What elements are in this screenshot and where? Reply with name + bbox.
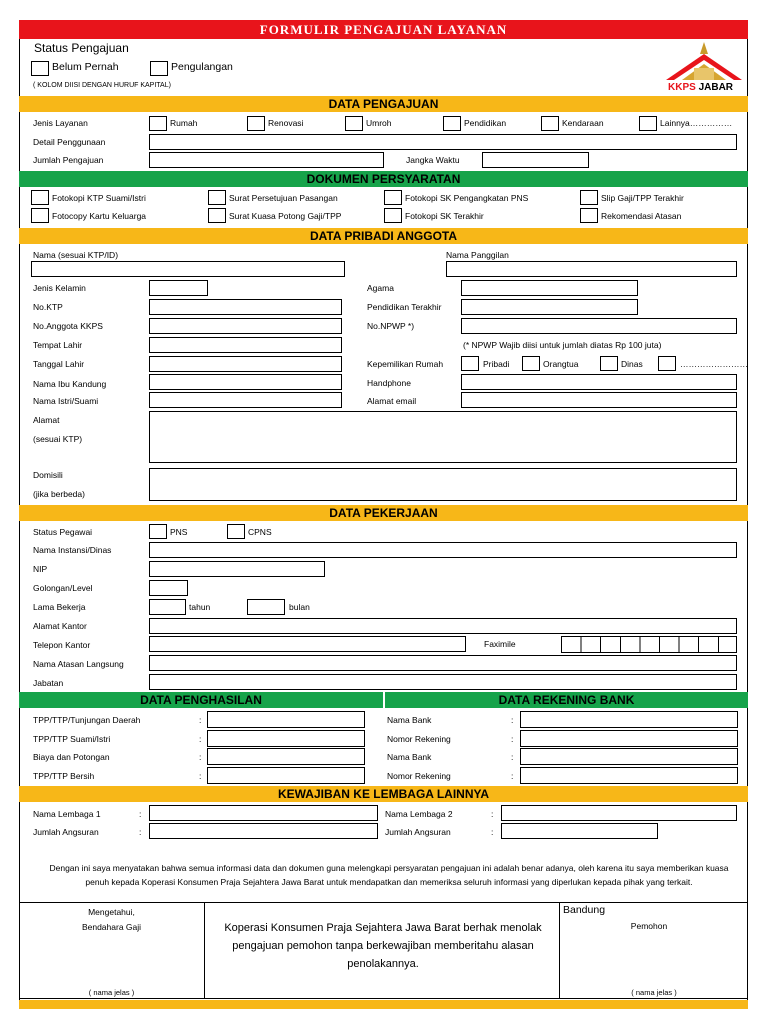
label-biaya-potongan: Biaya dan Potongan: [33, 752, 110, 762]
label-nama: Nama (sesuai KTP/ID): [33, 250, 119, 260]
label-jangka-waktu: Jangka Waktu: [406, 155, 460, 165]
input-handphone[interactable]: [461, 374, 737, 390]
input-detail-penggunaan[interactable]: [149, 134, 737, 150]
colon-3: :: [199, 752, 202, 762]
label-kendaraan: Kendaraan: [562, 118, 604, 128]
checkbox-kendaraan[interactable]: [541, 116, 559, 131]
input-nomor-rekening-1[interactable]: [520, 730, 738, 747]
label-nama-atasan: Nama Atasan Langsung: [33, 659, 124, 669]
label-nomor-rekening-2: Nomor Rekening: [387, 771, 451, 781]
checkbox-doc-sk-terakhir[interactable]: [384, 208, 402, 223]
section-data-penghasilan: DATA PENGHASILAN: [19, 692, 383, 708]
label-renovasi: Renovasi: [268, 118, 304, 128]
input-lembaga-2[interactable]: [501, 805, 737, 821]
input-email[interactable]: [461, 392, 737, 408]
colon-6: :: [511, 734, 514, 744]
input-tpp-bersih[interactable]: [207, 767, 365, 784]
checkbox-lainnya[interactable]: [639, 116, 657, 131]
label-doc-kuasa: Surat Kuasa Potong Gaji/TPP: [229, 211, 342, 221]
label-orangtua: Orangtua: [543, 359, 579, 369]
label-pemohon: Pemohon: [630, 921, 668, 931]
input-instansi[interactable]: [149, 542, 737, 558]
section-dokumen-persyaratan: DOKUMEN PERSYARATAN: [19, 171, 748, 187]
colon-9: :: [139, 809, 142, 819]
input-tanggal-lahir[interactable]: [149, 356, 342, 372]
label-doc-sk-terakhir: Fotokopi SK Terakhir: [405, 211, 484, 221]
colon-2: :: [199, 734, 202, 744]
input-lama-bulan[interactable]: [247, 599, 285, 615]
label-mengetahui: Mengetahui,: [88, 907, 135, 917]
input-tempat-lahir[interactable]: [149, 337, 342, 353]
logo-text-jabar: JABAR: [698, 82, 734, 93]
label-pns: PNS: [170, 527, 188, 537]
label-tpp-daerah: TPP/TTP/Tunjungan Daerah: [33, 715, 141, 725]
label-npwp: No.NPWP *): [367, 321, 415, 331]
input-angsuran-2[interactable]: [501, 823, 658, 839]
label-doc-ktp: Fotokopi KTP Suami/Istri: [52, 193, 146, 203]
label-telepon-kantor: Telepon Kantor: [33, 640, 91, 650]
label-bandung: Bandung: [563, 904, 606, 916]
label-tanggal-lahir: Tanggal Lahir: [33, 359, 85, 369]
label-nip: NIP: [33, 564, 48, 574]
colon-12: :: [491, 827, 494, 837]
input-jenis-kelamin[interactable]: [149, 280, 208, 296]
input-nomor-rekening-2[interactable]: [520, 767, 738, 784]
checkbox-pribadi[interactable]: [461, 356, 479, 371]
label-doc-slip: Slip Gaji/TPP Terakhir: [601, 193, 684, 203]
colon-5: :: [511, 715, 514, 725]
input-no-anggota[interactable]: [149, 318, 342, 334]
input-telepon-kantor[interactable]: [149, 636, 466, 652]
input-nama[interactable]: [31, 261, 345, 277]
section-data-rekening: DATA REKENING BANK: [385, 692, 748, 708]
label-bulan: bulan: [289, 602, 310, 612]
input-lembaga-1[interactable]: [149, 805, 378, 821]
label-jumlah-pengajuan: Jumlah Pengajuan: [33, 155, 104, 165]
input-jumlah-pengajuan[interactable]: [149, 152, 384, 168]
checkbox-orangtua[interactable]: [522, 356, 540, 371]
input-alamat[interactable]: [149, 411, 737, 463]
input-lama-tahun[interactable]: [149, 599, 186, 615]
input-nama-istri[interactable]: [149, 392, 342, 408]
label-pendidikan-terakhir: Pendidikan Terakhir: [367, 302, 442, 312]
label-pribadi: Pribadi: [483, 359, 510, 369]
label-umroh: Umroh: [366, 118, 392, 128]
input-angsuran-1[interactable]: [149, 823, 378, 839]
section-data-pengajuan: DATA PENGAJUAN: [19, 96, 748, 112]
checkbox-doc-ktp[interactable]: [31, 190, 49, 205]
input-jabatan[interactable]: [149, 674, 737, 690]
colon-7: :: [511, 752, 514, 762]
label-rumah: Rumah: [170, 118, 198, 128]
colon-10: :: [139, 827, 142, 837]
label-lainnya: Lainnya……………: [660, 118, 733, 128]
input-tpp-suami[interactable]: [207, 730, 365, 747]
input-nama-ibu[interactable]: [149, 374, 342, 390]
checkbox-doc-sk-pns[interactable]: [384, 190, 402, 205]
checkbox-cpns[interactable]: [227, 524, 245, 539]
checkbox-doc-rekomendasi[interactable]: [580, 208, 598, 223]
label-nama-ibu: Nama Ibu Kandung: [33, 379, 107, 389]
checkbox-dinas[interactable]: [600, 356, 618, 371]
logo-text-kkps: KKPS: [668, 82, 696, 93]
input-nama-bank-1[interactable]: [520, 711, 738, 728]
label-pendidikan: Pendidikan: [464, 118, 507, 128]
label-tpp-bersih: TPP/TTP Bersih: [33, 771, 95, 781]
checkbox-renovasi[interactable]: [247, 116, 265, 131]
signature-divider-left: [204, 902, 205, 999]
colon-4: :: [199, 771, 202, 781]
checkbox-pengulangan[interactable]: [150, 61, 168, 76]
label-domisili-sub: (jika berbeda): [33, 489, 85, 499]
label-agama: Agama: [367, 283, 394, 293]
input-no-ktp[interactable]: [149, 299, 342, 315]
capital-note: ( KOLOM DIISI DENGAN HURUF KAPITAL): [33, 82, 171, 89]
label-cpns: CPNS: [248, 527, 272, 537]
label-dinas: Dinas: [621, 359, 643, 369]
kkps-logo: [664, 40, 744, 96]
section-data-pribadi: DATA PRIBADI ANGGOTA: [19, 228, 748, 244]
label-nama-istri: Nama Istri/Suami: [33, 396, 99, 406]
checkbox-doc-slip[interactable]: [580, 190, 598, 205]
label-kepemilikan-rumah: Kepemilikan Rumah: [367, 359, 444, 369]
label-angsuran-1: Jumlah Angsuran: [33, 827, 99, 837]
input-domisili[interactable]: [149, 468, 737, 501]
label-lembaga-2: Nama Lembaga 2: [385, 809, 453, 819]
rejection-notice: Koperasi Konsumen Praja Sejahtera Jawa Barat berhak menolak pengajuan pemohon tanpa berkewajiban memberitahu alasan penolakannya.: [224, 922, 542, 970]
signature-divider-right: [559, 902, 560, 999]
label-alamat-sub: (sesuai KTP): [33, 434, 83, 444]
input-pendidikan-terakhir[interactable]: [461, 299, 638, 315]
label-faximile: Faximile: [484, 639, 516, 649]
label-jenis-kelamin: Jenis Kelamin: [33, 283, 86, 293]
input-nama-atasan[interactable]: [149, 655, 737, 671]
label-doc-sk-pns: Fotokopi SK Pengangkatan PNS: [405, 193, 529, 203]
label-doc-rekomendasi: Rekomendasi Atasan: [601, 211, 682, 221]
checkbox-belum-pernah[interactable]: [31, 61, 49, 76]
label-belum-pernah: Belum Pernah: [52, 61, 119, 73]
checkbox-doc-kuasa[interactable]: [208, 208, 226, 223]
section-data-pekerjaan: DATA PEKERJAAN: [19, 505, 748, 521]
label-lembaga-1: Nama Lembaga 1: [33, 809, 101, 819]
bottom-strip: [19, 1000, 748, 1009]
label-tahun: tahun: [189, 602, 211, 612]
checkbox-umroh[interactable]: [345, 116, 363, 131]
colon-1: :: [199, 715, 202, 725]
checkbox-pendidikan[interactable]: [443, 116, 461, 131]
label-tpp-suami: TPP/TTP Suami/Istri: [33, 734, 111, 744]
label-lama-bekerja: Lama Bekerja: [33, 602, 86, 612]
label-angsuran-2: Jumlah Angsuran: [385, 827, 451, 837]
colon-8: :: [511, 771, 514, 781]
label-doc-persetujuan: Surat Persetujuan Pasangan: [229, 193, 338, 203]
label-nama-bank-1: Nama Bank: [387, 715, 432, 725]
label-domisili: Domisili: [33, 470, 63, 480]
input-nip[interactable]: [149, 561, 325, 577]
input-alamat-kantor[interactable]: [149, 618, 737, 634]
label-instansi: Nama Instansi/Dinas: [33, 545, 112, 555]
checkbox-doc-kk[interactable]: [31, 208, 49, 223]
label-email: Alamat email: [367, 396, 417, 406]
label-jabatan: Jabatan: [33, 678, 64, 688]
label-handphone: Handphone: [367, 378, 411, 388]
label-jenis-layanan: Jenis Layanan: [33, 118, 88, 128]
input-tpp-daerah[interactable]: [207, 711, 365, 728]
label-detail-penggunaan: Detail Penggunaan: [33, 137, 106, 147]
colon-11: :: [491, 809, 494, 819]
input-agama[interactable]: [461, 280, 638, 296]
nama-jelas-left: ( nama jelas ): [88, 988, 135, 997]
input-biaya-potongan[interactable]: [207, 748, 365, 765]
statement-text: Dengan ini saya menyatakan bahwa semua informasi data dan dokumen guna melengkapi persyaratan pengajuan ini adalah benar adanya, oleh karena itu saya memberikan kuasa penuh kepada Koperasi Konsumen Praja Sejahtera Jawa Barat untuk mendapatkan dan memeriksa seluruh informasi yang diperlukan kepada pihak yang terkait.: [49, 863, 729, 887]
label-alamat-kantor: Alamat Kantor: [33, 621, 87, 631]
checkbox-rumah[interactable]: [149, 116, 167, 131]
npwp-note: (* NPWP Wajib diisi untuk jumlah diatas Rp 100 juta): [463, 340, 662, 350]
input-jangka-waktu[interactable]: [482, 152, 589, 168]
label-alamat: Alamat: [33, 415, 60, 425]
label-doc-kk: Fotocopy Kartu Keluarga: [52, 211, 147, 221]
label-pengulangan: Pengulangan: [171, 61, 233, 73]
label-nama-bank-2: Nama Bank: [387, 752, 432, 762]
checkbox-pns[interactable]: [149, 524, 167, 539]
nama-jelas-right: ( nama jelas ): [631, 988, 677, 997]
form-title: FORMULIR PENGAJUAN LAYANAN: [19, 20, 748, 39]
label-tempat-lahir: Tempat Lahir: [33, 340, 83, 350]
label-no-ktp: No.KTP: [33, 302, 63, 312]
checkbox-doc-persetujuan[interactable]: [208, 190, 226, 205]
label-nama-panggilan: Nama Panggilan: [446, 250, 509, 260]
label-bendahara: Bendahara Gaji: [81, 922, 142, 932]
label-lain: ……………………: [680, 359, 748, 369]
input-faximile[interactable]: [561, 636, 737, 653]
input-golongan[interactable]: [149, 580, 188, 596]
input-npwp[interactable]: [461, 318, 737, 334]
label-golongan: Golongan/Level: [33, 583, 93, 593]
label-no-anggota: No.Anggota KKPS: [33, 321, 103, 331]
checkbox-lain[interactable]: [658, 356, 676, 371]
label-status-pegawai: Status Pegawai: [33, 527, 93, 537]
input-nama-panggilan[interactable]: [446, 261, 737, 277]
section-kewajiban: KEWAJIBAN KE LEMBAGA LAINNYA: [19, 786, 748, 802]
input-nama-bank-2[interactable]: [520, 748, 738, 765]
label-nomor-rekening-1: Nomor Rekening: [387, 734, 451, 744]
status-label: Status Pengajuan: [34, 41, 129, 55]
